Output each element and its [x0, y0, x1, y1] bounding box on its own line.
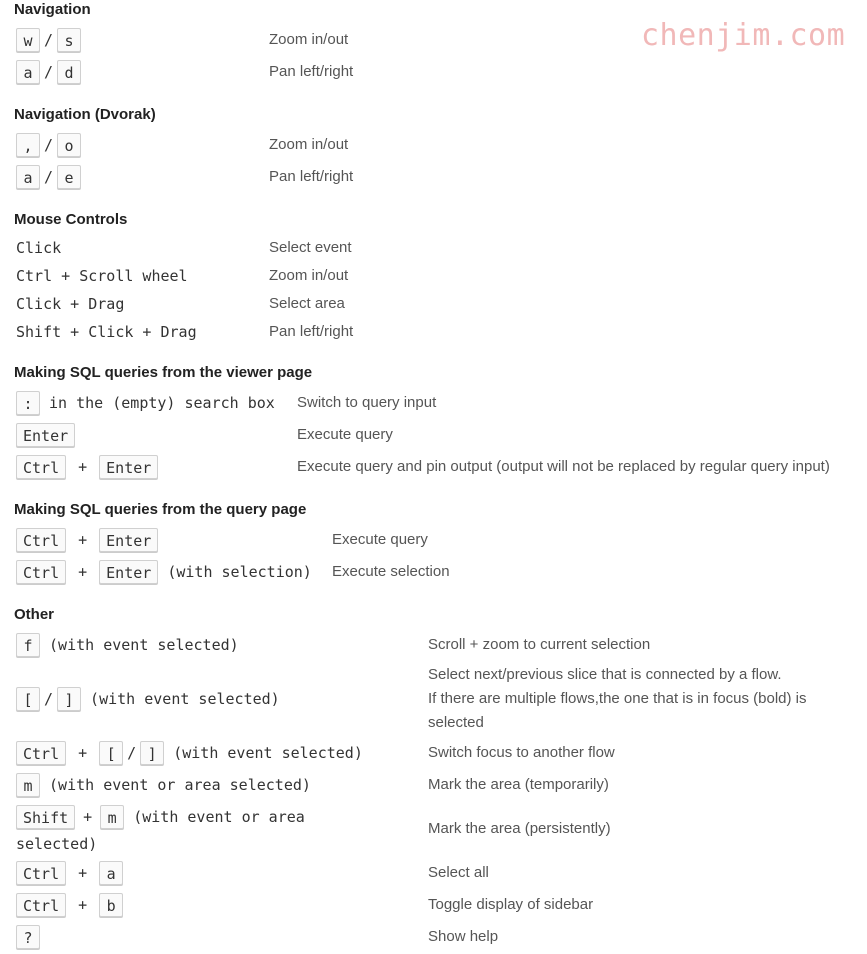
key-s: s: [57, 28, 81, 52]
shortcut-row: [16, 891, 123, 919]
key-ctrl: Ctrl: [16, 455, 66, 479]
shortcut-description: Pan left/right: [269, 168, 354, 185]
shortcut-description: Execute query: [332, 531, 428, 548]
key-f: f: [16, 633, 40, 657]
plus-sign: +: [78, 864, 88, 882]
key-context: (with event or area: [124, 808, 305, 826]
shortcut-row: [16, 131, 81, 159]
plus-sign: +: [83, 808, 93, 826]
key-ctrl: Ctrl: [16, 861, 66, 885]
key-colon: :: [16, 391, 40, 415]
shortcut-description: [428, 663, 807, 735]
key-question-mark: ?: [16, 925, 40, 949]
plus-sign: +: [78, 531, 88, 549]
watermark: chenjim.com: [641, 18, 846, 53]
key-a: a: [99, 861, 123, 885]
shortcut-row: [16, 739, 363, 767]
shortcut-row: [16, 803, 305, 831]
key-right-bracket: ]: [57, 687, 81, 711]
shortcut-description: Execute query and pin output (output will not be replaced by regular query input): [297, 458, 830, 475]
shortcut-description: Zoom in/out: [269, 31, 349, 48]
shortcut-row: [16, 58, 81, 86]
key-context: (with event or area selected): [40, 776, 311, 794]
key-right-bracket: ]: [140, 741, 164, 765]
shortcut-row: [16, 526, 158, 554]
key-a: a: [16, 165, 40, 189]
key-enter: Enter: [99, 455, 158, 479]
section-title-sql-viewer: Making SQL queries from the viewer page: [14, 364, 313, 381]
key-e: e: [57, 165, 81, 189]
key-a: a: [16, 60, 40, 84]
shortcut-row: [16, 631, 239, 659]
shortcut-description: Zoom in/out: [269, 136, 349, 153]
shortcut-row: [16, 26, 81, 54]
section-title-mouse-controls: Mouse Controls: [14, 211, 128, 228]
shortcut-row-continuation: [16, 830, 97, 858]
section-title-navigation: Navigation: [14, 1, 91, 18]
key-m: m: [100, 805, 124, 829]
shortcut-description: Show help: [428, 928, 499, 945]
shortcut-description: Toggle display of sidebar: [428, 896, 594, 913]
key-comma: ,: [16, 133, 40, 157]
key-ctrl: Ctrl: [16, 893, 66, 917]
description-line: selected: [428, 714, 484, 731]
mouse-action: Click + Drag: [16, 295, 125, 313]
key-ctrl: Ctrl: [16, 528, 66, 552]
description-line: If there are multiple flows,the one that is in focus (bold) is: [428, 690, 807, 707]
shortcut-row: [16, 771, 311, 799]
key-ctrl: Ctrl: [16, 741, 66, 765]
plus-sign: +: [78, 458, 88, 476]
shortcut-row: [16, 453, 158, 481]
shortcut-description: Select all: [428, 864, 489, 881]
shortcut-row: [16, 262, 188, 290]
shortcut-description: Pan left/right: [269, 323, 354, 340]
shortcut-row: [16, 318, 197, 346]
key-context: selected): [16, 835, 98, 853]
separator: /: [127, 744, 137, 762]
mouse-action: Shift + Click + Drag: [16, 323, 197, 341]
description-line: Select next/previous slice that is connected by a flow.: [428, 666, 782, 683]
shortcut-description: Mark the area (persistently): [428, 820, 611, 837]
key-enter: Enter: [99, 560, 158, 584]
key-w: w: [16, 28, 40, 52]
key-shift: Shift: [16, 805, 75, 829]
shortcut-row: [16, 234, 61, 262]
shortcut-description: Mark the area (temporarily): [428, 776, 609, 793]
section-title-sql-query: Making SQL queries from the query page: [14, 501, 307, 518]
key-context: in the (empty) search box: [40, 394, 275, 412]
key-b: b: [99, 893, 123, 917]
key-enter: Enter: [16, 423, 75, 447]
mouse-action: Ctrl + Scroll wheel: [16, 267, 188, 285]
shortcut-description: Zoom in/out: [269, 267, 349, 284]
plus-sign: +: [78, 563, 88, 581]
key-d: d: [57, 60, 81, 84]
shortcut-row: [16, 389, 275, 417]
shortcut-description: Pan left/right: [269, 63, 354, 80]
section-title-other: Other: [14, 606, 55, 623]
key-enter: Enter: [99, 528, 158, 552]
shortcut-description: Switch focus to another flow: [428, 744, 615, 761]
shortcut-row: [16, 923, 40, 951]
separator: /: [44, 690, 54, 708]
key-o: o: [57, 133, 81, 157]
shortcut-row: [16, 558, 312, 586]
key-context: (with selection): [158, 563, 312, 581]
key-left-bracket: [: [99, 741, 123, 765]
shortcut-description: Switch to query input: [297, 394, 437, 411]
section-title-navigation-dvorak: Navigation (Dvorak): [14, 106, 156, 123]
key-context: (with event selected): [40, 636, 239, 654]
shortcut-row: [16, 859, 123, 887]
key-left-bracket: [: [16, 687, 40, 711]
mouse-action: Click: [16, 239, 62, 257]
shortcut-row: [16, 685, 280, 713]
shortcut-description: Select event: [269, 239, 352, 256]
separator: /: [44, 31, 54, 49]
separator: /: [44, 63, 54, 81]
key-m: m: [16, 773, 40, 797]
shortcut-description: Select area: [269, 295, 345, 312]
separator: /: [44, 136, 54, 154]
separator: /: [44, 168, 54, 186]
key-ctrl: Ctrl: [16, 560, 66, 584]
plus-sign: +: [78, 896, 88, 914]
plus-sign: +: [78, 744, 88, 762]
shortcut-row: [16, 290, 124, 318]
key-context: (with event selected): [81, 690, 280, 708]
shortcut-description: Execute query: [297, 426, 393, 443]
shortcut-description: Scroll + zoom to current selection: [428, 636, 651, 653]
shortcut-row: [16, 421, 75, 449]
shortcut-row: [16, 163, 81, 191]
key-context: (with event selected): [164, 744, 363, 762]
shortcut-description: Execute selection: [332, 563, 450, 580]
